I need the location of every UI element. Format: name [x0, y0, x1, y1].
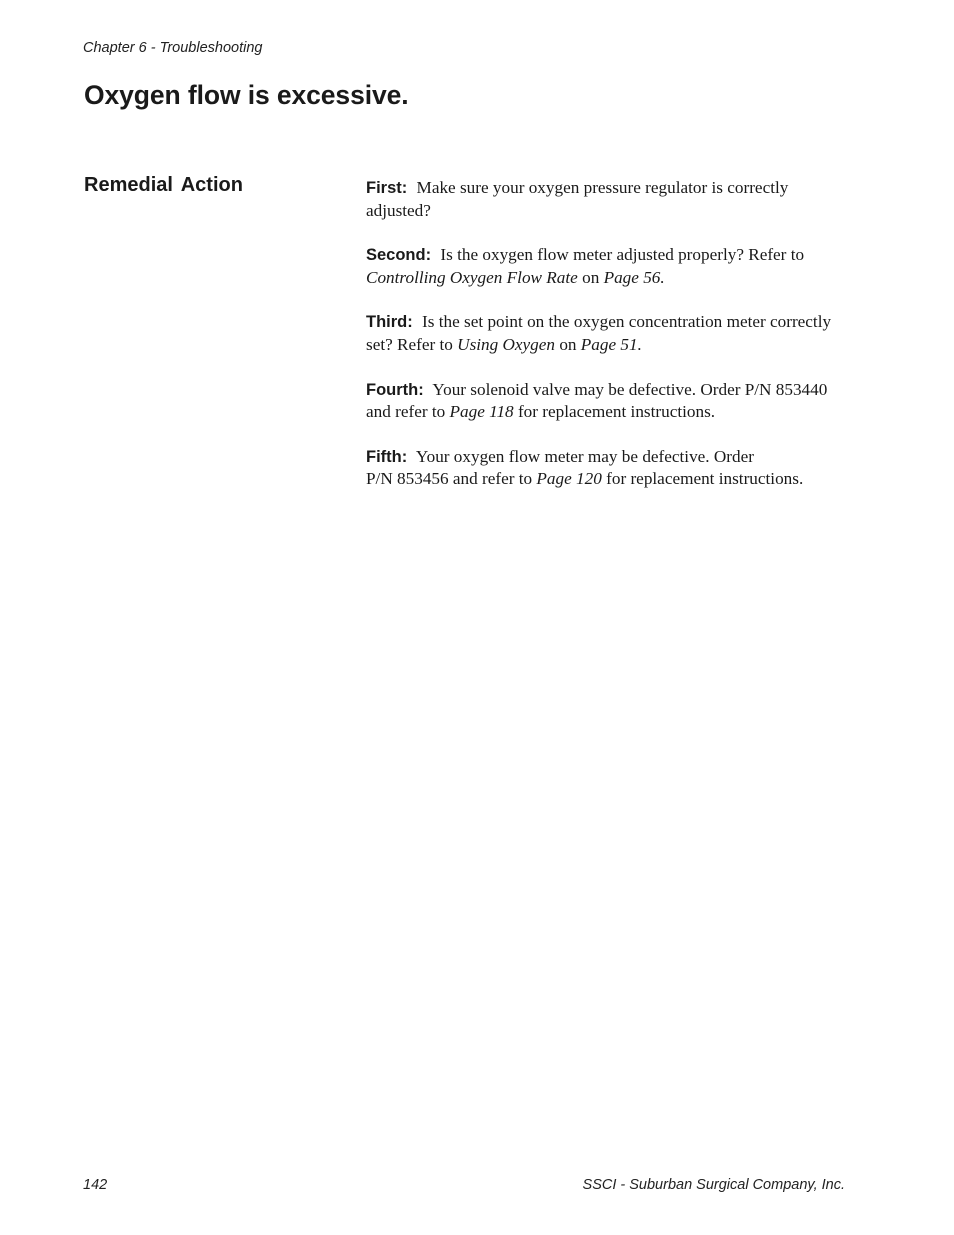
step-third: [366, 311, 836, 356]
page-title: Oxygen flow is excessive.: [84, 80, 409, 110]
cross-reference-page: Page 51.: [580, 334, 642, 354]
cross-reference-page: Page 118: [449, 402, 514, 422]
step-first: [366, 177, 836, 222]
cross-reference-title: Controlling Oxygen Flow Rate: [366, 267, 578, 287]
step-text: for replacement instructions.: [606, 469, 804, 489]
step-label: Fourth:: [366, 380, 424, 399]
cross-reference-title: Using Oxygen: [457, 334, 556, 354]
step-text: Your oxygen flow meter may be defective. Order: [415, 446, 754, 466]
step-text: on: [582, 267, 600, 287]
footer-company: SSCI - Suburban Surgical Company, Inc.: [582, 1177, 845, 1193]
step-text: for replacement instructions.: [517, 402, 716, 422]
cross-reference-page: Page 56.: [603, 267, 665, 287]
step-label: Fifth:: [366, 447, 408, 466]
step-text: P/N 853456 and refer to: [366, 469, 533, 489]
step-fifth: [366, 446, 836, 491]
step-second: [366, 244, 836, 289]
running-header: Chapter 6 - Troubleshooting: [83, 40, 263, 56]
page-number: 142: [83, 1177, 108, 1193]
remedial-steps: [366, 177, 836, 513]
step-fourth: [366, 379, 836, 424]
step-text: Is the oxygen flow meter adjusted properly? Refer to: [440, 245, 805, 265]
step-text: Your solenoid valve may be defective. Order P/N 853440 and refer to: [366, 379, 828, 422]
step-label: First:: [366, 179, 408, 197]
step-text: Is the set point on the oxygen concentration meter correctly set? Refer to: [366, 312, 832, 354]
cross-reference-page: Page 120: [536, 469, 602, 489]
step-label: Third:: [366, 313, 413, 332]
step-label: Second:: [366, 246, 432, 265]
step-text: Make sure your oxygen pressure regulator is correctly adjusted?: [366, 178, 789, 220]
step-text: on: [559, 334, 577, 354]
section-heading: Remedial Action: [84, 174, 243, 196]
